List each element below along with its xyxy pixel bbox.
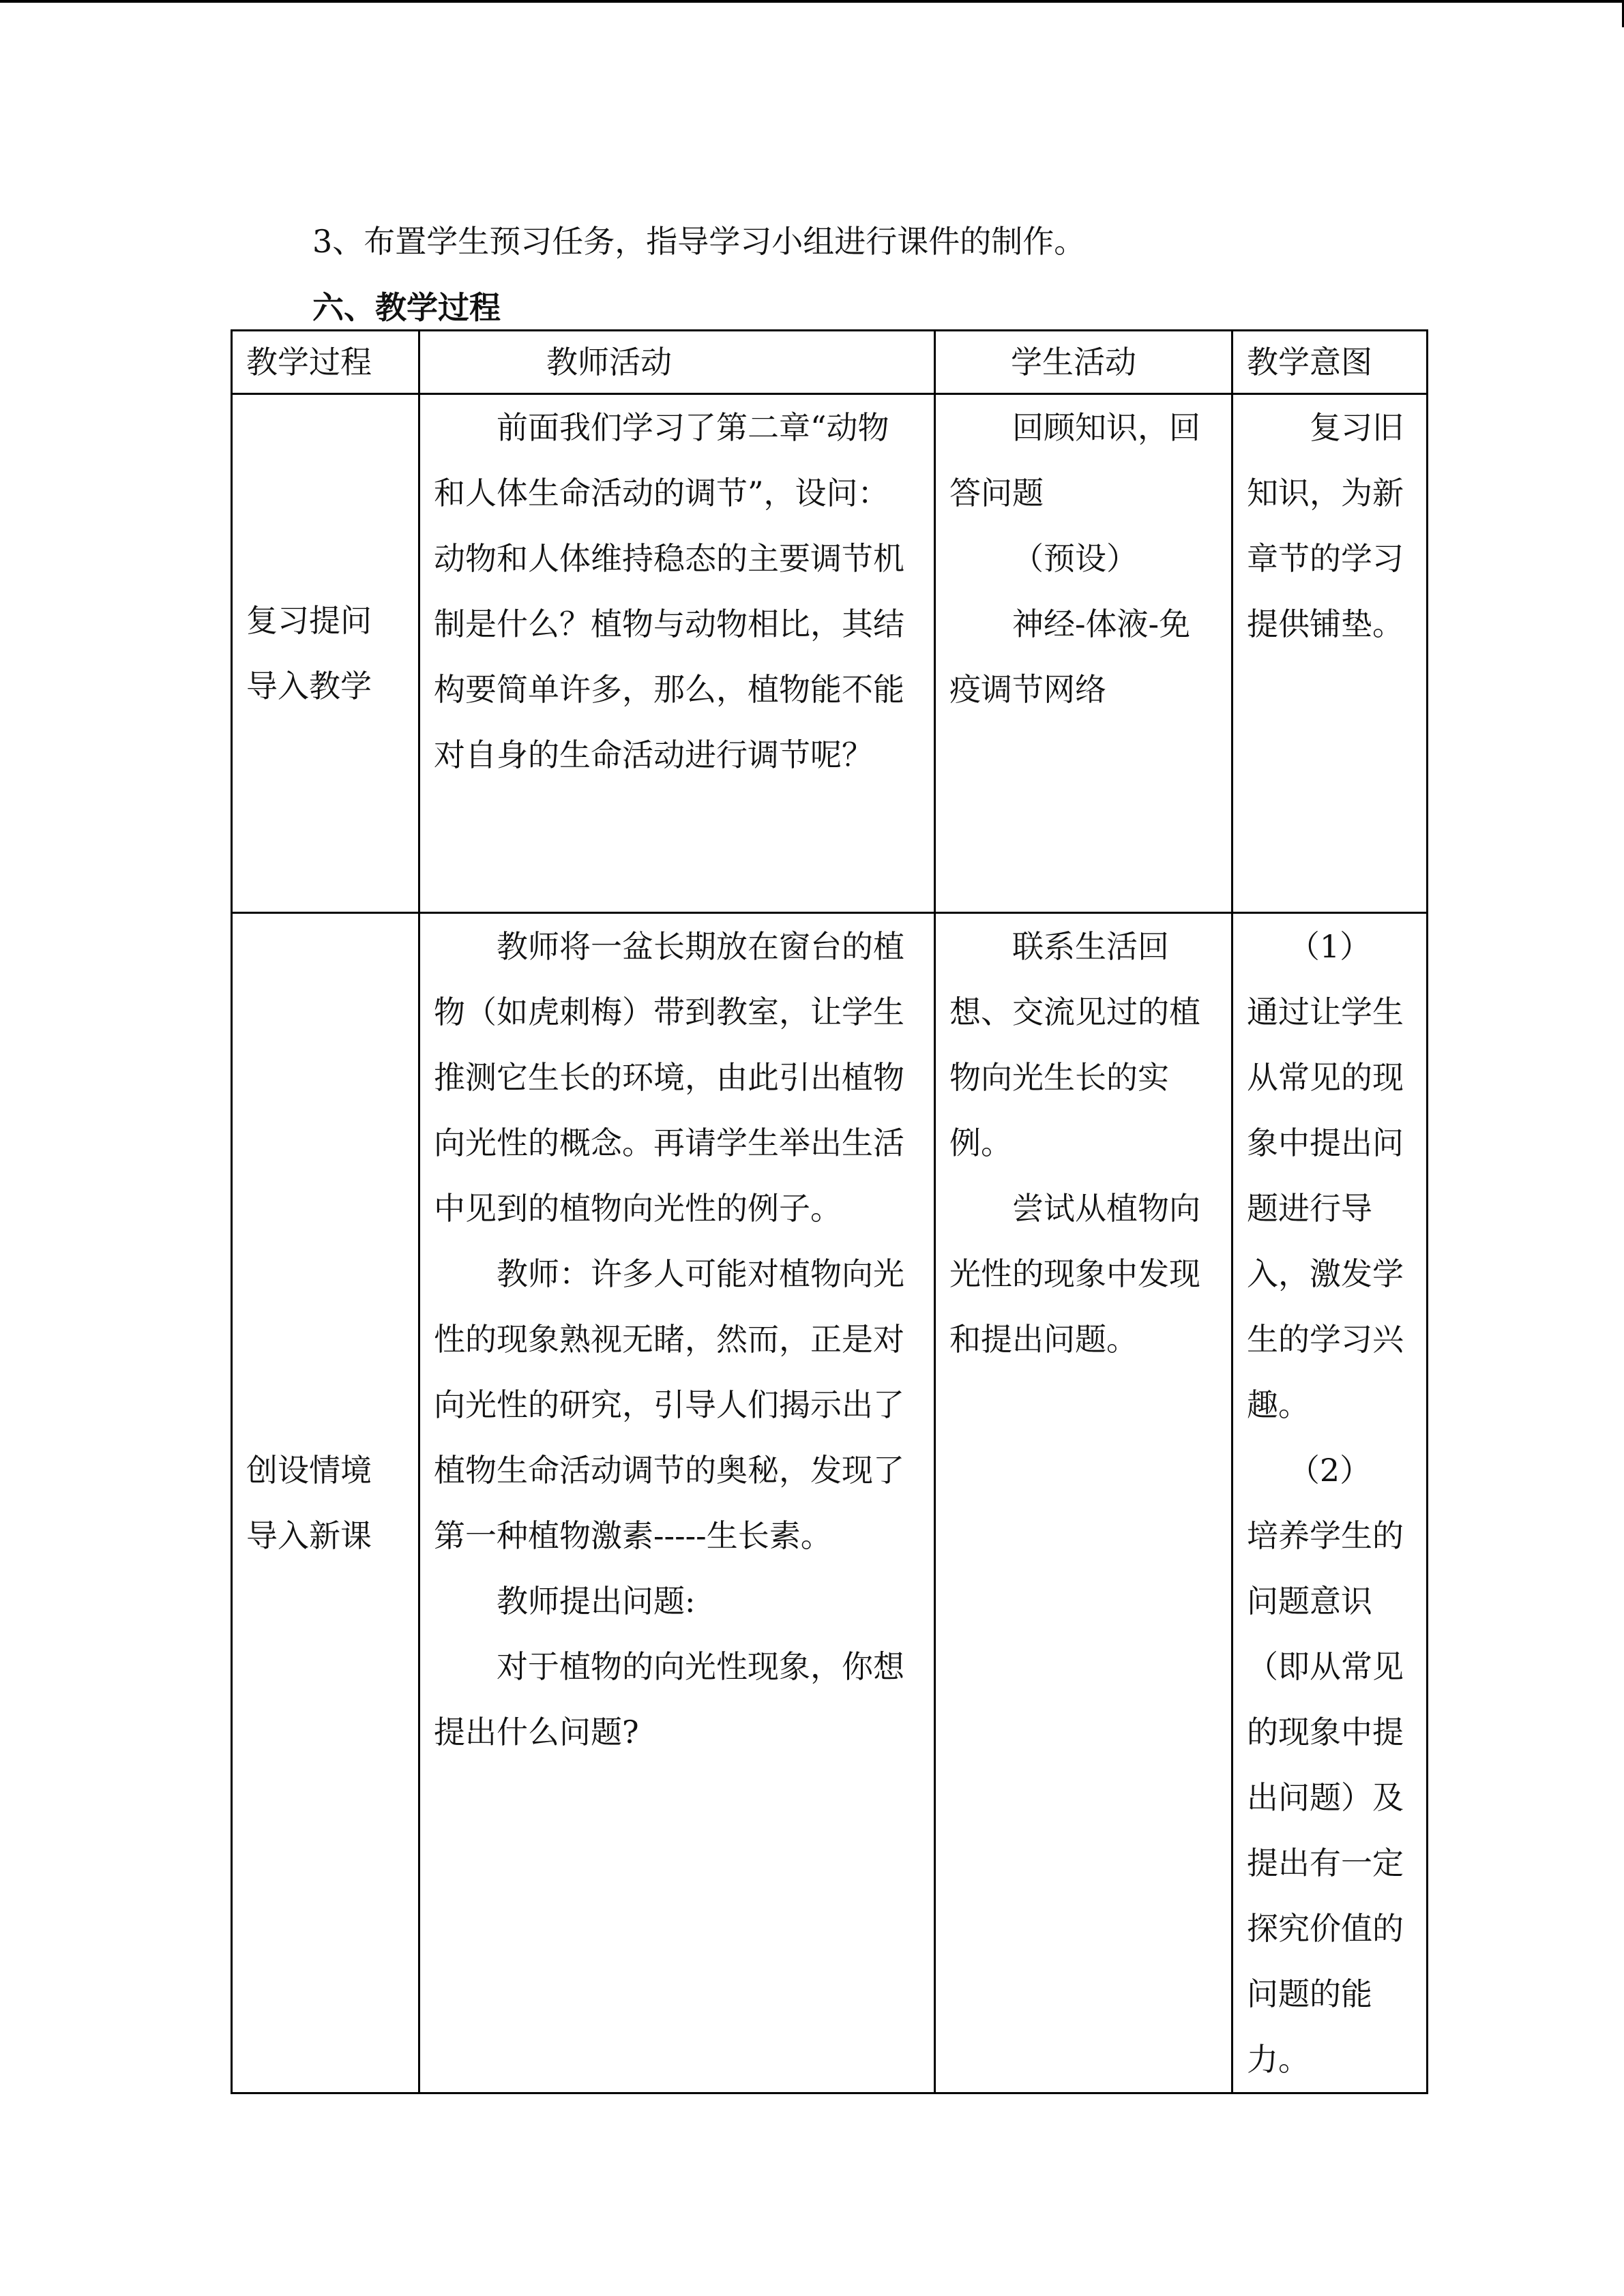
student-paragraph: 联系生活回想、交流见过的植物向光生长的实例。: [949, 928, 1200, 1161]
intent-paragraph: （2）: [1288, 1452, 1372, 1489]
stage-label: 创设情境: [246, 1452, 372, 1489]
intro-line: 3、布置学生预习任务，指导学习小组进行课件的制作。: [312, 223, 1086, 260]
stage-cell: [232, 913, 419, 2093]
stage-cell: [232, 394, 419, 913]
student-paragraph: 神经-体液-免疫调节网络: [949, 606, 1191, 708]
header-stage: 教学过程: [232, 331, 419, 394]
teaching-process-table: [231, 329, 1428, 2094]
student-paragraph: 回顾知识，回答问题: [949, 409, 1200, 511]
intent-paragraph: 复习旧知识，为新章节的学习提供铺垫。: [1247, 409, 1404, 642]
stage-label: 复习提问: [246, 602, 372, 639]
stage-label: 导入教学: [246, 668, 372, 704]
table-row: [232, 394, 1428, 913]
header-student-activity: 学生活动: [935, 331, 1232, 394]
teacher-paragraph: 教师将一盆长期放在窗台的植物（如虎刺梅）带到教室，让学生推测它生长的环境，由此引出植物向光性的概念。再请学生举出生活中见到的植物向光性的例子。: [434, 928, 904, 1227]
table-row: [232, 913, 1428, 2093]
teacher-activity-cell: [419, 913, 935, 2093]
intent-paragraph: 通过让学生从常见的现象中提出问题进行导入，激发学生的学习兴趣。: [1247, 994, 1404, 1423]
student-activity-cell: [935, 394, 1232, 913]
teaching-intent-cell: [1232, 913, 1428, 2093]
teacher-paragraph: 对于植物的向光性现象，你想提出什么问题?: [434, 1648, 904, 1750]
header-teaching-intent: 教学意图: [1232, 331, 1428, 394]
teacher-paragraph: 教师：许多人可能对植物向光性的现象熟视无睹，然而，正是对向光性的研究，引导人们揭示出了植物生命活动调节的奥秘，发现了第一种植物激素-----生长素。: [434, 1255, 904, 1554]
student-paragraph: （预设）: [1012, 540, 1138, 577]
student-paragraph: 尝试从植物向光性的现象中发现和提出问题。: [949, 1190, 1200, 1358]
intent-paragraph: （1）: [1288, 928, 1372, 965]
teacher-activity-cell: [419, 394, 935, 913]
student-activity-cell: [935, 913, 1232, 2093]
stage-label: 导入新课: [246, 1517, 372, 1554]
section-heading: 六、教学过程: [312, 289, 501, 326]
teaching-intent-cell: [1232, 394, 1428, 913]
intent-paragraph: 培养学生的问题意识（即从常见的现象中提出问题）及提出有一定探究价值的问题的能力。: [1247, 1517, 1404, 2078]
table-header-row: [232, 331, 1428, 394]
header-teacher-activity: 教师活动: [419, 331, 935, 394]
teacher-paragraph: 教师提出问题:: [497, 1583, 696, 1620]
teacher-paragraph: 前面我们学习了第二章“动物和人体生命活动的调节”，设问：动物和人体维持稳态的主要调节机制是什么？植物与动物相比，其结构要简单许多，那么，植物能不能对自身的生命活动进行调节呢？: [434, 409, 904, 773]
page-top-border: [0, 0, 1624, 3]
